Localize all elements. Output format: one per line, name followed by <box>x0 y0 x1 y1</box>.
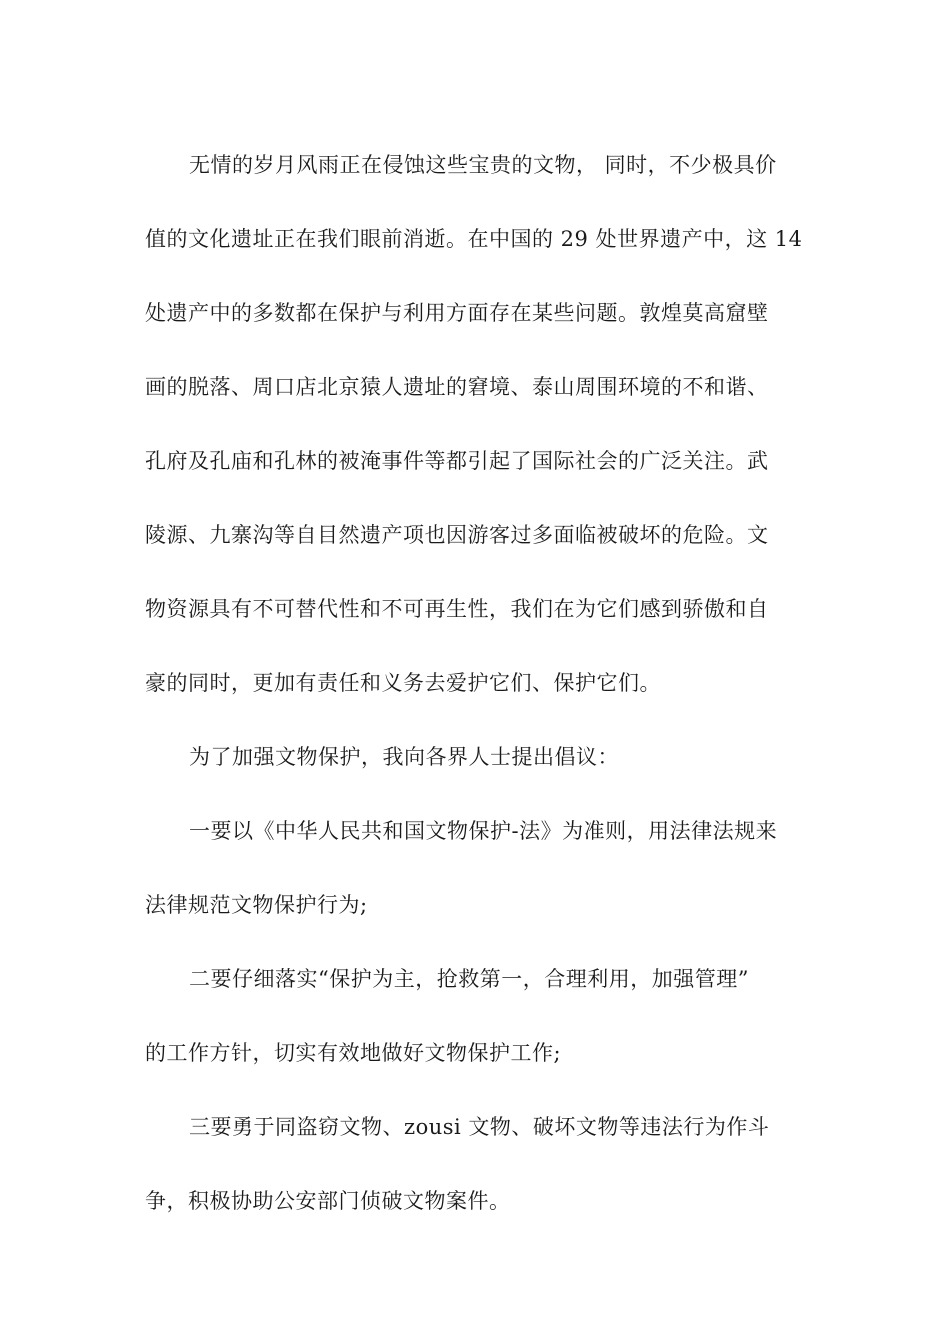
paragraph-proposal-intro <box>145 720 805 794</box>
text-line: 物资源具有不可替代性和不可再生性，我们在为它们感到骄傲和自 <box>145 597 769 621</box>
text-line: 的工作方针，切实有效地做好文物保护工作; <box>145 1041 562 1065</box>
text-line: 为了加强文物保护，我向各界人士提出倡议： <box>189 745 619 769</box>
text-line: 三要勇于同盗窃文物、zousi 文物、破坏文物等违法行为作斗 <box>189 1115 770 1139</box>
text-line: 争，积极协助公安部门侦破文物案件。 <box>145 1189 511 1213</box>
text-line: 处遗产中的多数都在保护与利用方面存在某些问题。敦煌莫高窟壁 <box>145 301 769 325</box>
document-body <box>145 128 805 1238</box>
paragraph-proposal-three <box>145 1090 805 1238</box>
text-line: 豪的同时，更加有责任和义务去爱护它们、保护它们。 <box>145 671 661 695</box>
paragraph-proposal-two <box>145 942 805 1090</box>
text-line: 法律规范文物保护行为; <box>145 893 368 917</box>
text-line: 值的文化遗址正在我们眼前消逝。在中国的 29 处世界遗产中，这 14 <box>145 227 803 251</box>
text-line: 一要以《中华人民共和国文物保护-法》为准则，用法律法规来 <box>189 819 778 843</box>
text-line: 二要仔细落实“保护为主，抢救第一，合理利用，加强管理” <box>189 967 749 991</box>
paragraph-heritage-erosion <box>145 128 805 720</box>
text-line: 孔府及孔庙和孔林的被淹事件等都引起了国际社会的广泛关注。武 <box>145 449 769 473</box>
text-line: 画的脱落、周口店北京猿人遗址的窘境、泰山周围环境的不和谐、 <box>145 375 769 399</box>
text-line: 无情的岁月风雨正在侵蚀这些宝贵的文物， 同时，不少极具价 <box>189 153 777 177</box>
text-line: 陵源、九寨沟等自目然遗产项也因游客过多面临被破坏的危险。文 <box>145 523 769 547</box>
paragraph-proposal-one <box>145 794 805 942</box>
